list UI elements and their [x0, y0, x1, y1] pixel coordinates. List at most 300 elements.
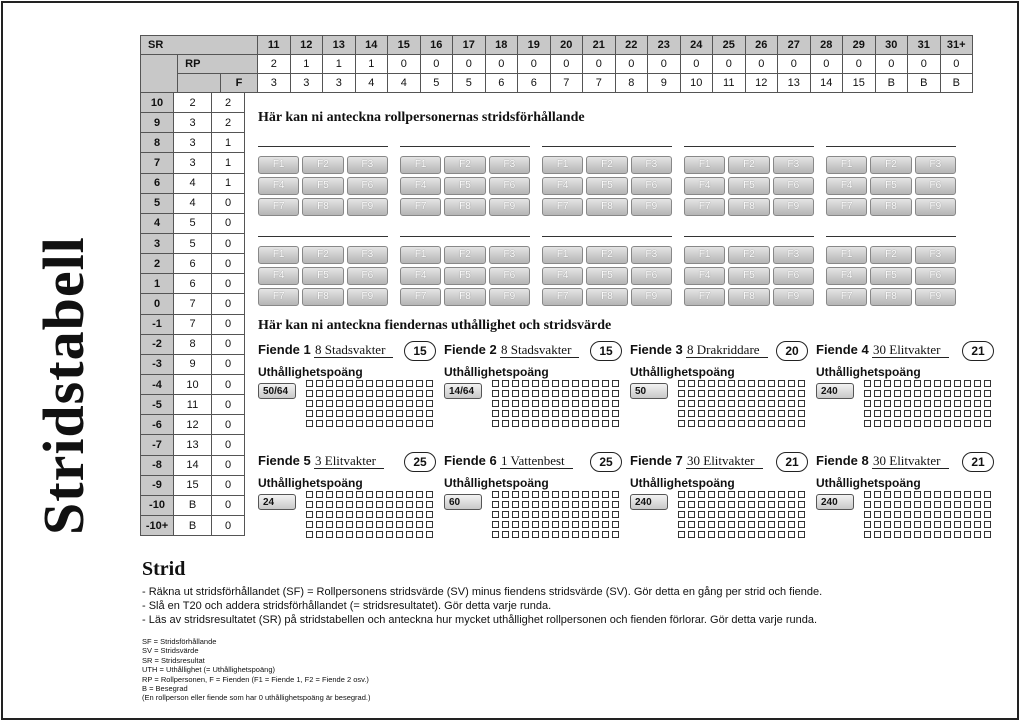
hp-checkbox[interactable] — [984, 501, 991, 508]
hp-checkbox[interactable] — [532, 390, 539, 397]
hp-checkbox[interactable] — [396, 521, 403, 528]
hp-checkbox[interactable] — [864, 531, 871, 538]
hp-checkbox[interactable] — [396, 380, 403, 387]
hp-checkbox[interactable] — [778, 380, 785, 387]
hp-checkbox[interactable] — [612, 511, 619, 518]
hp-checkbox[interactable] — [778, 420, 785, 427]
hp-checkbox[interactable] — [326, 511, 333, 518]
hp-checkbox[interactable] — [708, 410, 715, 417]
hp-checkbox[interactable] — [492, 521, 499, 528]
enemy-toggle-button[interactable]: F3 — [915, 246, 956, 264]
hp-checkbox[interactable] — [356, 501, 363, 508]
hp-checkbox[interactable] — [426, 491, 433, 498]
hp-checkbox[interactable] — [552, 491, 559, 498]
hp-checkbox[interactable] — [748, 380, 755, 387]
enemy-hp-box[interactable]: 240 — [816, 494, 854, 510]
hp-checkbox[interactable] — [698, 400, 705, 407]
hp-checkbox[interactable] — [316, 491, 323, 498]
hp-checkbox[interactable] — [542, 531, 549, 538]
hp-checkbox[interactable] — [602, 491, 609, 498]
enemy-toggle-button[interactable]: F1 — [542, 156, 583, 174]
hp-checkbox[interactable] — [934, 420, 941, 427]
hp-checkbox[interactable] — [688, 511, 695, 518]
hp-checkbox[interactable] — [356, 420, 363, 427]
hp-checkbox[interactable] — [512, 521, 519, 528]
hp-checkbox[interactable] — [718, 420, 725, 427]
hp-checkbox[interactable] — [974, 390, 981, 397]
hp-checkbox[interactable] — [698, 501, 705, 508]
hp-checkbox[interactable] — [864, 400, 871, 407]
enemy-toggle-button[interactable]: F5 — [302, 177, 343, 195]
hp-checkbox[interactable] — [396, 491, 403, 498]
enemy-toggle-button[interactable]: F4 — [258, 267, 299, 285]
enemy-toggle-button[interactable]: F8 — [728, 198, 769, 216]
hp-checkbox[interactable] — [728, 390, 735, 397]
hp-checkbox[interactable] — [904, 511, 911, 518]
hp-checkbox[interactable] — [542, 410, 549, 417]
hp-checkbox[interactable] — [934, 531, 941, 538]
hp-checkbox[interactable] — [698, 521, 705, 528]
hp-checkbox[interactable] — [386, 491, 393, 498]
hp-checkbox[interactable] — [592, 511, 599, 518]
hp-checkbox[interactable] — [316, 390, 323, 397]
hp-checkbox[interactable] — [492, 420, 499, 427]
hp-checkbox[interactable] — [326, 410, 333, 417]
hp-checkbox[interactable] — [924, 521, 931, 528]
hp-checkbox[interactable] — [376, 390, 383, 397]
enemy-toggle-button[interactable]: F8 — [586, 198, 627, 216]
hp-checkbox[interactable] — [416, 501, 423, 508]
hp-checkbox[interactable] — [492, 491, 499, 498]
hp-checkbox[interactable] — [326, 531, 333, 538]
hp-checkbox[interactable] — [396, 390, 403, 397]
hp-checkbox[interactable] — [944, 400, 951, 407]
hp-checkbox[interactable] — [944, 531, 951, 538]
hp-checkbox[interactable] — [748, 521, 755, 528]
hp-checkbox[interactable] — [562, 491, 569, 498]
hp-checkbox[interactable] — [592, 521, 599, 528]
hp-checkbox[interactable] — [562, 501, 569, 508]
hp-checkbox[interactable] — [356, 400, 363, 407]
enemy-toggle-button[interactable]: F2 — [302, 246, 343, 264]
hp-checkbox[interactable] — [582, 491, 589, 498]
hp-checkbox[interactable] — [346, 511, 353, 518]
hp-checkbox[interactable] — [974, 511, 981, 518]
hp-checkbox[interactable] — [316, 410, 323, 417]
hp-checkbox[interactable] — [346, 531, 353, 538]
hp-checkbox[interactable] — [592, 390, 599, 397]
hp-checkbox[interactable] — [984, 491, 991, 498]
hp-checkbox[interactable] — [522, 410, 529, 417]
hp-checkbox[interactable] — [894, 511, 901, 518]
hp-checkbox[interactable] — [894, 491, 901, 498]
hp-checkbox[interactable] — [492, 410, 499, 417]
hp-checkbox[interactable] — [708, 420, 715, 427]
enemy-name[interactable]: 3 Elitvakter — [314, 453, 384, 469]
hp-checkbox[interactable] — [552, 420, 559, 427]
hp-checkbox[interactable] — [914, 531, 921, 538]
hp-checkbox[interactable] — [416, 531, 423, 538]
hp-checkbox[interactable] — [964, 501, 971, 508]
hp-checkbox[interactable] — [718, 491, 725, 498]
hp-checkbox[interactable] — [416, 420, 423, 427]
hp-checkbox[interactable] — [552, 380, 559, 387]
hp-checkbox[interactable] — [944, 420, 951, 427]
hp-checkbox[interactable] — [602, 400, 609, 407]
hp-checkbox[interactable] — [572, 380, 579, 387]
hp-checkbox[interactable] — [768, 521, 775, 528]
hp-checkbox[interactable] — [416, 390, 423, 397]
hp-checkbox[interactable] — [426, 511, 433, 518]
hp-checkbox[interactable] — [798, 511, 805, 518]
hp-checkbox[interactable] — [492, 501, 499, 508]
hp-checkbox[interactable] — [708, 380, 715, 387]
hp-checkbox[interactable] — [728, 531, 735, 538]
hp-checkbox[interactable] — [336, 521, 343, 528]
hp-checkbox[interactable] — [758, 501, 765, 508]
enemy-toggle-button[interactable]: F1 — [826, 246, 867, 264]
hp-checkbox[interactable] — [778, 511, 785, 518]
hp-checkbox[interactable] — [924, 511, 931, 518]
hp-checkbox[interactable] — [512, 380, 519, 387]
hp-checkbox[interactable] — [934, 390, 941, 397]
hp-checkbox[interactable] — [582, 420, 589, 427]
hp-checkbox[interactable] — [522, 390, 529, 397]
hp-checkbox[interactable] — [316, 420, 323, 427]
hp-checkbox[interactable] — [954, 491, 961, 498]
hp-checkbox[interactable] — [728, 521, 735, 528]
hp-checkbox[interactable] — [688, 531, 695, 538]
hp-checkbox[interactable] — [306, 511, 313, 518]
hp-checkbox[interactable] — [738, 380, 745, 387]
enemy-toggle-button[interactable]: F6 — [489, 177, 530, 195]
hp-checkbox[interactable] — [532, 531, 539, 538]
hp-checkbox[interactable] — [698, 410, 705, 417]
hp-checkbox[interactable] — [316, 501, 323, 508]
hp-checkbox[interactable] — [406, 400, 413, 407]
hp-checkbox[interactable] — [336, 420, 343, 427]
hp-checkbox[interactable] — [708, 521, 715, 528]
hp-checkbox[interactable] — [552, 521, 559, 528]
hp-checkbox[interactable] — [406, 420, 413, 427]
hp-checkbox[interactable] — [874, 420, 881, 427]
hp-checkbox[interactable] — [678, 501, 685, 508]
hp-checkbox[interactable] — [788, 531, 795, 538]
hp-checkbox[interactable] — [592, 400, 599, 407]
hp-checkbox[interactable] — [522, 400, 529, 407]
hp-checkbox[interactable] — [964, 491, 971, 498]
hp-checkbox[interactable] — [562, 380, 569, 387]
hp-checkbox[interactable] — [356, 491, 363, 498]
enemy-toggle-button[interactable]: F2 — [728, 156, 769, 174]
hp-checkbox[interactable] — [572, 501, 579, 508]
hp-checkbox[interactable] — [728, 400, 735, 407]
hp-checkbox[interactable] — [768, 410, 775, 417]
hp-checkbox[interactable] — [874, 521, 881, 528]
hp-checkbox[interactable] — [512, 501, 519, 508]
hp-checkbox[interactable] — [728, 501, 735, 508]
enemy-toggle-button[interactable]: F5 — [870, 267, 911, 285]
hp-checkbox[interactable] — [366, 531, 373, 538]
hp-checkbox[interactable] — [602, 511, 609, 518]
hp-checkbox[interactable] — [954, 390, 961, 397]
hp-checkbox[interactable] — [934, 491, 941, 498]
hp-checkbox[interactable] — [562, 521, 569, 528]
hp-checkbox[interactable] — [582, 511, 589, 518]
hp-checkbox[interactable] — [386, 420, 393, 427]
hp-checkbox[interactable] — [396, 400, 403, 407]
enemy-toggle-button[interactable]: F1 — [684, 156, 725, 174]
hp-checkbox[interactable] — [602, 531, 609, 538]
hp-checkbox[interactable] — [678, 410, 685, 417]
hp-checkbox[interactable] — [346, 390, 353, 397]
hp-checkbox[interactable] — [406, 511, 413, 518]
enemy-toggle-button[interactable]: F2 — [870, 246, 911, 264]
hp-checkbox[interactable] — [738, 410, 745, 417]
hp-checkbox[interactable] — [426, 521, 433, 528]
hp-checkbox[interactable] — [356, 511, 363, 518]
hp-checkbox[interactable] — [914, 420, 921, 427]
hp-checkbox[interactable] — [884, 511, 891, 518]
hp-checkbox[interactable] — [954, 531, 961, 538]
hp-checkbox[interactable] — [416, 521, 423, 528]
hp-checkbox[interactable] — [974, 531, 981, 538]
hp-checkbox[interactable] — [964, 380, 971, 387]
hp-checkbox[interactable] — [306, 491, 313, 498]
hp-checkbox[interactable] — [758, 491, 765, 498]
hp-checkbox[interactable] — [924, 420, 931, 427]
hp-checkbox[interactable] — [884, 390, 891, 397]
hp-checkbox[interactable] — [884, 400, 891, 407]
hp-checkbox[interactable] — [768, 511, 775, 518]
hp-checkbox[interactable] — [542, 491, 549, 498]
hp-checkbox[interactable] — [336, 400, 343, 407]
enemy-toggle-button[interactable]: F4 — [400, 177, 441, 195]
enemy-toggle-button[interactable]: F2 — [302, 156, 343, 174]
hp-checkbox[interactable] — [366, 491, 373, 498]
hp-checkbox[interactable] — [326, 390, 333, 397]
hp-checkbox[interactable] — [366, 501, 373, 508]
hp-checkbox[interactable] — [426, 410, 433, 417]
hp-checkbox[interactable] — [874, 410, 881, 417]
hp-checkbox[interactable] — [884, 420, 891, 427]
enemy-toggle-button[interactable]: F4 — [400, 267, 441, 285]
enemy-toggle-button[interactable]: F4 — [542, 267, 583, 285]
hp-checkbox[interactable] — [426, 420, 433, 427]
hp-checkbox[interactable] — [954, 501, 961, 508]
hp-checkbox[interactable] — [864, 410, 871, 417]
hp-checkbox[interactable] — [512, 420, 519, 427]
enemy-toggle-button[interactable]: F1 — [826, 156, 867, 174]
hp-checkbox[interactable] — [532, 491, 539, 498]
hp-checkbox[interactable] — [532, 410, 539, 417]
hp-checkbox[interactable] — [748, 410, 755, 417]
hp-checkbox[interactable] — [738, 491, 745, 498]
hp-checkbox[interactable] — [366, 390, 373, 397]
enemy-toggle-button[interactable]: F2 — [870, 156, 911, 174]
enemy-toggle-button[interactable]: F6 — [773, 267, 814, 285]
enemy-toggle-button[interactable]: F8 — [302, 198, 343, 216]
hp-checkbox[interactable] — [864, 390, 871, 397]
hp-checkbox[interactable] — [864, 521, 871, 528]
hp-checkbox[interactable] — [718, 410, 725, 417]
hp-checkbox[interactable] — [562, 531, 569, 538]
hp-checkbox[interactable] — [562, 390, 569, 397]
enemy-toggle-button[interactable]: F3 — [631, 246, 672, 264]
enemy-toggle-button[interactable]: F4 — [684, 267, 725, 285]
enemy-toggle-button[interactable]: F5 — [728, 267, 769, 285]
hp-checkbox[interactable] — [376, 531, 383, 538]
hp-checkbox[interactable] — [914, 491, 921, 498]
hp-checkbox[interactable] — [416, 400, 423, 407]
hp-checkbox[interactable] — [944, 410, 951, 417]
hp-checkbox[interactable] — [904, 491, 911, 498]
hp-checkbox[interactable] — [914, 501, 921, 508]
hp-checkbox[interactable] — [924, 410, 931, 417]
hp-checkbox[interactable] — [502, 511, 509, 518]
hp-checkbox[interactable] — [678, 380, 685, 387]
hp-checkbox[interactable] — [612, 531, 619, 538]
hp-checkbox[interactable] — [366, 511, 373, 518]
hp-checkbox[interactable] — [602, 380, 609, 387]
hp-checkbox[interactable] — [386, 410, 393, 417]
hp-checkbox[interactable] — [346, 491, 353, 498]
hp-checkbox[interactable] — [904, 390, 911, 397]
enemy-toggle-button[interactable]: F5 — [586, 267, 627, 285]
hp-checkbox[interactable] — [386, 521, 393, 528]
hp-checkbox[interactable] — [944, 390, 951, 397]
hp-checkbox[interactable] — [592, 491, 599, 498]
hp-checkbox[interactable] — [406, 380, 413, 387]
hp-checkbox[interactable] — [316, 531, 323, 538]
hp-checkbox[interactable] — [738, 390, 745, 397]
hp-checkbox[interactable] — [788, 410, 795, 417]
hp-checkbox[interactable] — [718, 511, 725, 518]
hp-checkbox[interactable] — [602, 521, 609, 528]
enemy-hp-box[interactable]: 240 — [630, 494, 668, 510]
enemy-toggle-button[interactable]: F3 — [773, 246, 814, 264]
hp-checkbox[interactable] — [356, 410, 363, 417]
hp-checkbox[interactable] — [874, 390, 881, 397]
hp-checkbox[interactable] — [336, 501, 343, 508]
enemy-hp-box[interactable]: 24 — [258, 494, 296, 510]
hp-checkbox[interactable] — [552, 400, 559, 407]
enemy-toggle-button[interactable]: F7 — [826, 288, 867, 306]
hp-checkbox[interactable] — [612, 501, 619, 508]
hp-checkbox[interactable] — [678, 420, 685, 427]
hp-checkbox[interactable] — [914, 410, 921, 417]
hp-checkbox[interactable] — [758, 390, 765, 397]
hp-checkbox[interactable] — [326, 491, 333, 498]
hp-checkbox[interactable] — [758, 531, 765, 538]
hp-checkbox[interactable] — [884, 410, 891, 417]
hp-checkbox[interactable] — [532, 501, 539, 508]
hp-checkbox[interactable] — [602, 390, 609, 397]
hp-checkbox[interactable] — [934, 521, 941, 528]
hp-checkbox[interactable] — [944, 511, 951, 518]
hp-checkbox[interactable] — [306, 531, 313, 538]
hp-checkbox[interactable] — [562, 400, 569, 407]
hp-checkbox[interactable] — [884, 501, 891, 508]
enemy-toggle-button[interactable]: F7 — [684, 198, 725, 216]
hp-checkbox[interactable] — [914, 511, 921, 518]
hp-checkbox[interactable] — [502, 420, 509, 427]
hp-checkbox[interactable] — [788, 521, 795, 528]
hp-checkbox[interactable] — [778, 410, 785, 417]
hp-checkbox[interactable] — [502, 491, 509, 498]
hp-checkbox[interactable] — [864, 380, 871, 387]
hp-checkbox[interactable] — [426, 531, 433, 538]
enemy-toggle-button[interactable]: F3 — [915, 156, 956, 174]
hp-checkbox[interactable] — [336, 410, 343, 417]
hp-checkbox[interactable] — [326, 400, 333, 407]
enemy-toggle-button[interactable]: F8 — [870, 288, 911, 306]
hp-checkbox[interactable] — [592, 420, 599, 427]
hp-checkbox[interactable] — [316, 521, 323, 528]
hp-checkbox[interactable] — [306, 400, 313, 407]
hp-checkbox[interactable] — [688, 400, 695, 407]
hp-checkbox[interactable] — [768, 420, 775, 427]
hp-checkbox[interactable] — [522, 511, 529, 518]
hp-checkbox[interactable] — [974, 380, 981, 387]
enemy-hp-box[interactable]: 14/64 — [444, 383, 482, 399]
hp-checkbox[interactable] — [954, 420, 961, 427]
hp-checkbox[interactable] — [376, 380, 383, 387]
hp-checkbox[interactable] — [336, 511, 343, 518]
enemy-toggle-button[interactable]: F1 — [258, 246, 299, 264]
enemy-toggle-button[interactable]: F7 — [258, 288, 299, 306]
enemy-toggle-button[interactable]: F9 — [347, 198, 388, 216]
hp-checkbox[interactable] — [678, 400, 685, 407]
enemy-toggle-button[interactable]: F9 — [631, 198, 672, 216]
hp-checkbox[interactable] — [592, 380, 599, 387]
hp-checkbox[interactable] — [688, 521, 695, 528]
enemy-name[interactable]: 1 Vattenbest — [500, 453, 573, 469]
hp-checkbox[interactable] — [688, 390, 695, 397]
hp-checkbox[interactable] — [306, 410, 313, 417]
enemy-toggle-button[interactable]: F7 — [826, 198, 867, 216]
hp-checkbox[interactable] — [934, 380, 941, 387]
hp-checkbox[interactable] — [678, 491, 685, 498]
hp-checkbox[interactable] — [984, 390, 991, 397]
hp-checkbox[interactable] — [778, 531, 785, 538]
hp-checkbox[interactable] — [406, 531, 413, 538]
enemy-toggle-button[interactable]: F2 — [444, 156, 485, 174]
hp-checkbox[interactable] — [492, 531, 499, 538]
enemy-toggle-button[interactable]: F8 — [728, 288, 769, 306]
hp-checkbox[interactable] — [316, 511, 323, 518]
enemy-toggle-button[interactable]: F6 — [347, 177, 388, 195]
hp-checkbox[interactable] — [386, 390, 393, 397]
hp-checkbox[interactable] — [884, 531, 891, 538]
hp-checkbox[interactable] — [522, 491, 529, 498]
hp-checkbox[interactable] — [346, 380, 353, 387]
hp-checkbox[interactable] — [758, 511, 765, 518]
hp-checkbox[interactable] — [904, 420, 911, 427]
hp-checkbox[interactable] — [698, 390, 705, 397]
enemy-toggle-button[interactable]: F6 — [631, 267, 672, 285]
enemy-toggle-button[interactable]: F1 — [542, 246, 583, 264]
hp-checkbox[interactable] — [984, 410, 991, 417]
enemy-toggle-button[interactable]: F9 — [915, 288, 956, 306]
enemy-toggle-button[interactable]: F4 — [826, 267, 867, 285]
hp-checkbox[interactable] — [502, 390, 509, 397]
enemy-toggle-button[interactable]: F8 — [444, 198, 485, 216]
hp-checkbox[interactable] — [542, 380, 549, 387]
hp-checkbox[interactable] — [396, 420, 403, 427]
hp-checkbox[interactable] — [582, 410, 589, 417]
hp-checkbox[interactable] — [512, 511, 519, 518]
